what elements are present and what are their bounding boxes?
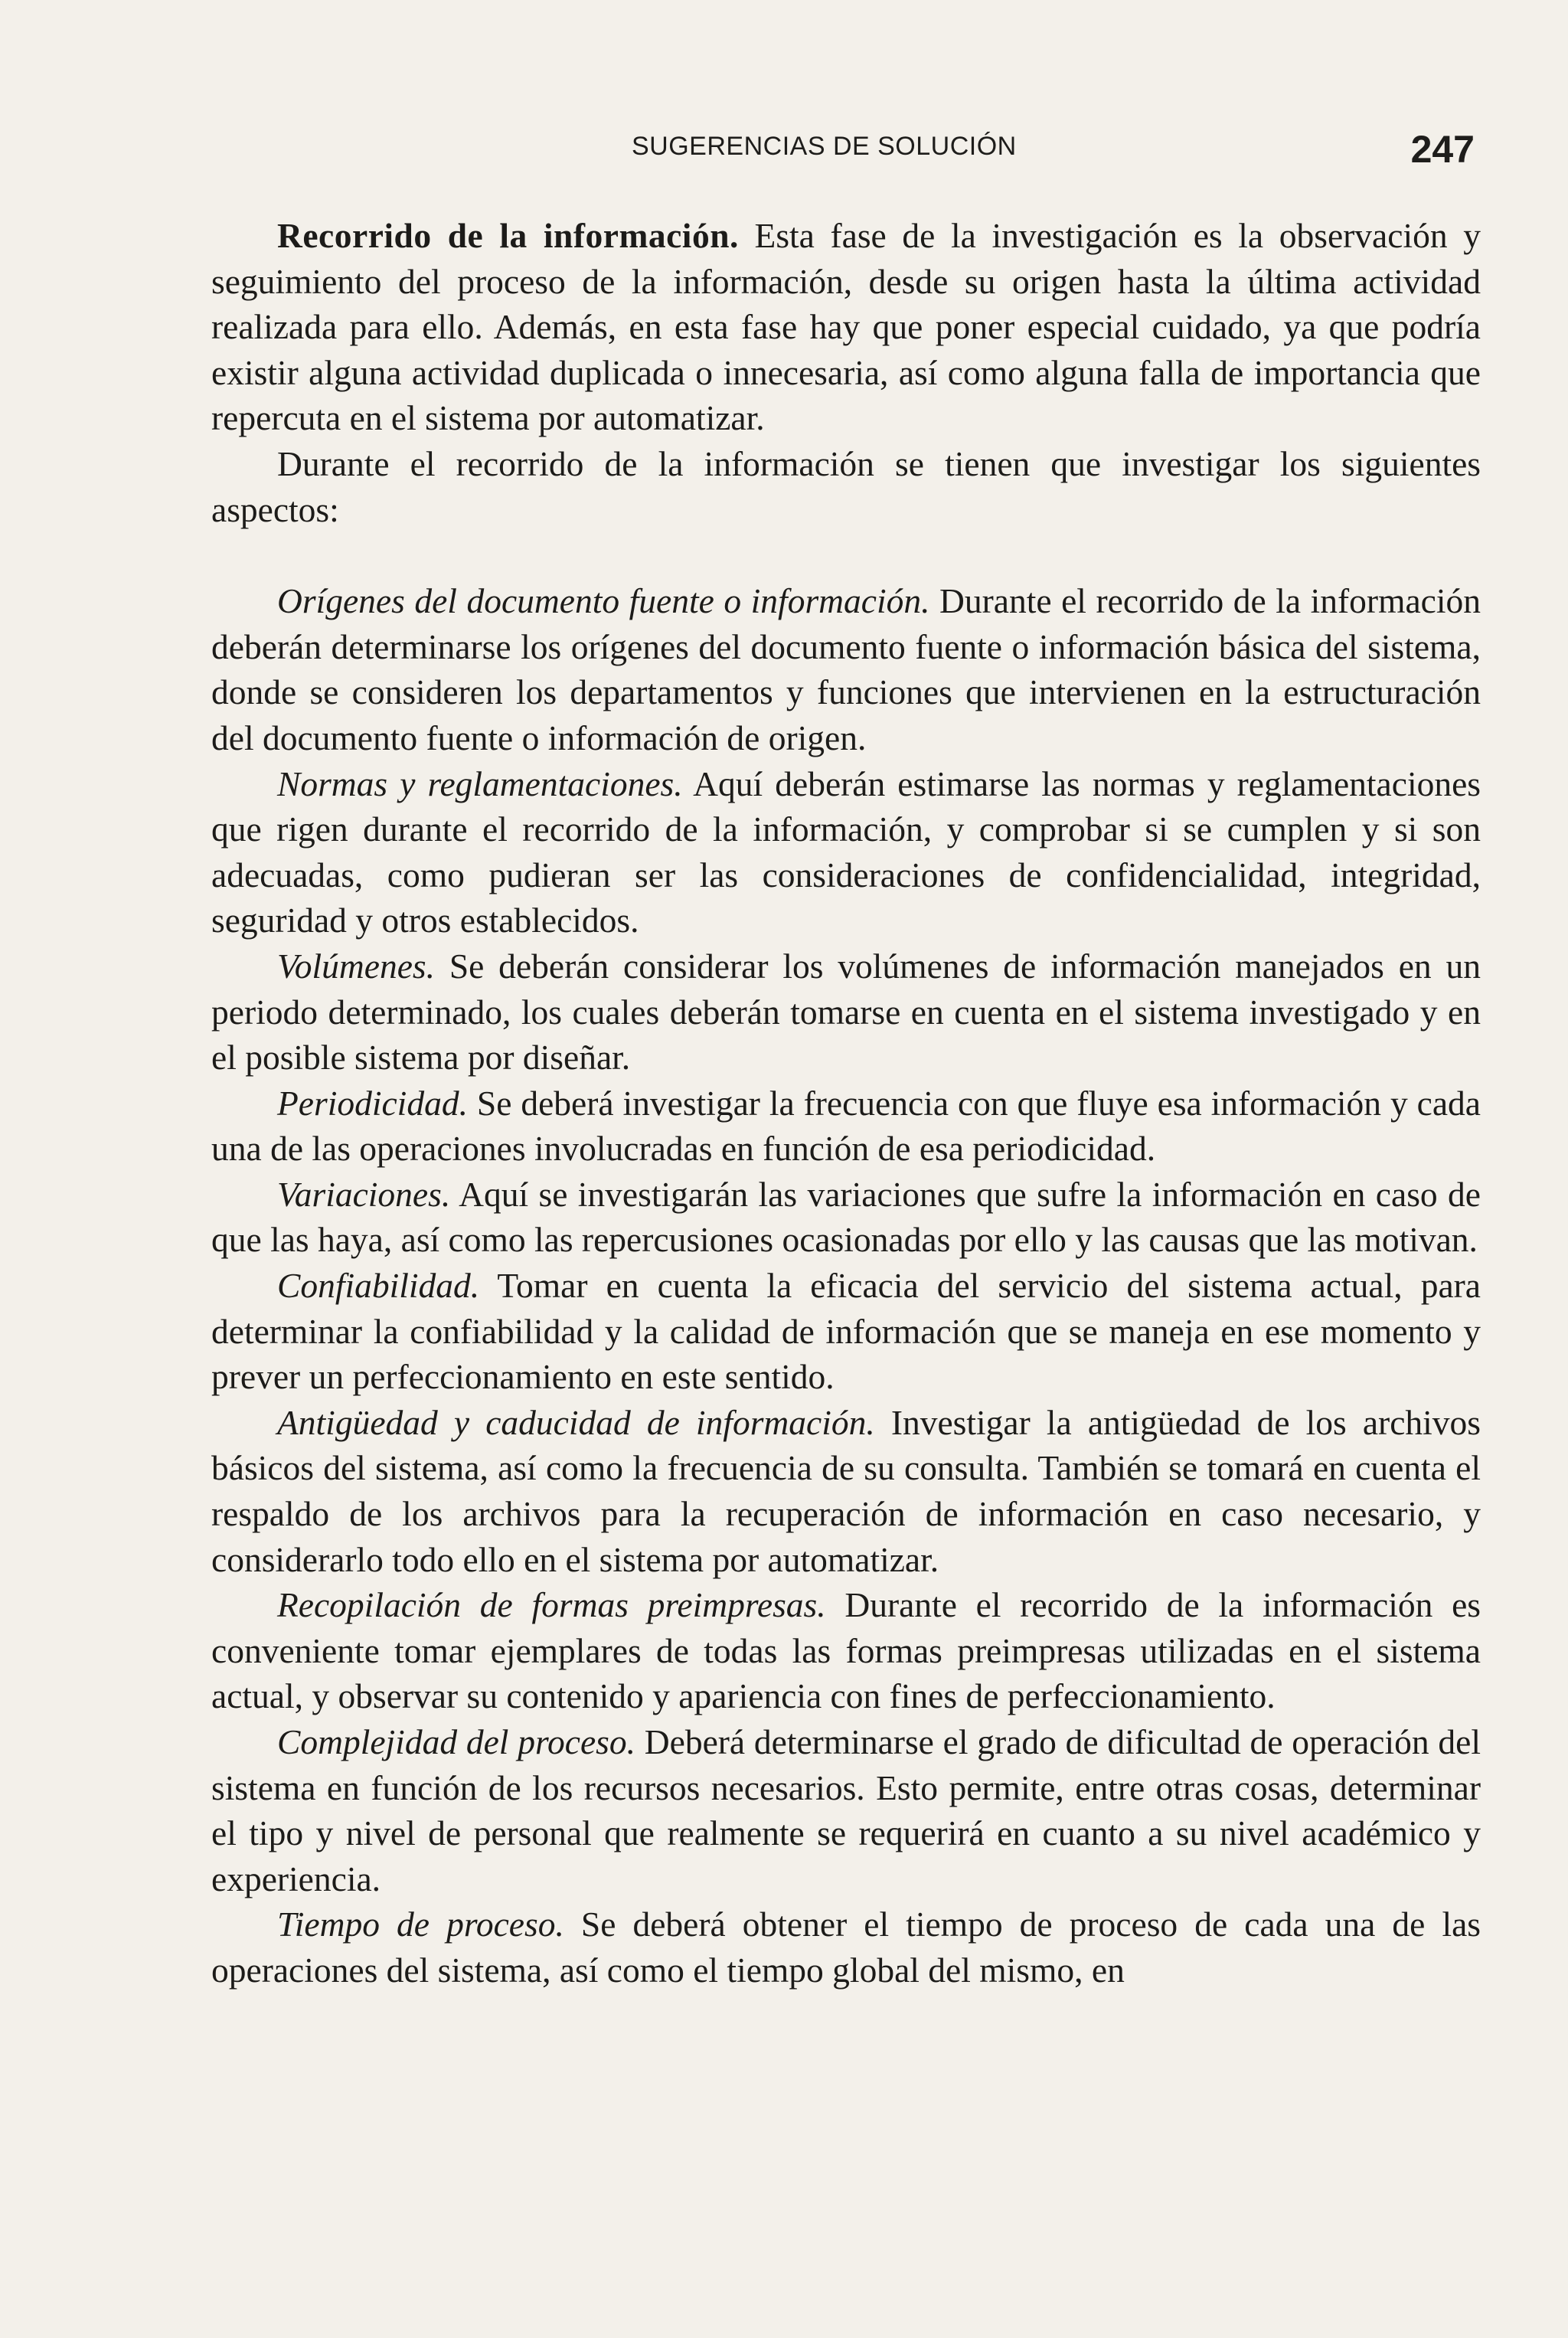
paragraph-text: Tomar en cuenta la eficacia del servicio del sistema actual, para determinar la confiabilidad y la calidad de información que se maneja en ese momento y prever un perfeccionamiento en este sentido. [211,1266,1481,1397]
paragraph-confiabilidad [211,1263,1481,1400]
paragraph-text: Durante el recorrido de la información es conveniente tomar ejemplares de todas las formas preimpresas utilizadas en el sistema actual, y observar su contenido y apariencia con fines de perfeccionamiento. [211,1585,1481,1716]
paragraph-heading: Volúmenes. [277,946,435,986]
paragraph-complejidad [211,1719,1481,1901]
body-text [211,213,1481,1993]
paragraph-recopilacion [211,1582,1481,1719]
paragraph-text: Se deberá obtener el tiempo de proceso de cada una de las operaciones del sistema, así como el tiempo global del mismo, en [211,1905,1481,1990]
paragraph-aspectos [211,441,1481,532]
paragraph-heading: Recopilación de formas preimpresas. [277,1585,826,1625]
paragraph-origenes [211,578,1481,760]
paragraph-tiempo [211,1901,1481,1993]
paragraph-heading: Periodicidad. [277,1083,468,1123]
paragraph-text: Durante el recorrido de la información se tienen que investigar los siguientes aspectos: [211,443,1481,529]
paragraph-text: Durante el recorrido de la información deberán determinarse los orígenes del documento fuente o información básica del sistema, donde se consideren los departamentos y funciones que intervienen en la estructuración del documento fuente o información de origen. [211,581,1481,757]
paragraph-heading: Antigüedad y caducidad de información. [277,1402,875,1442]
paragraph-heading: Confiabilidad. [277,1266,480,1306]
running-head: SUGERENCIAS DE SOLUCIÓN [632,132,1017,161]
paragraph-spacer [211,532,1481,578]
paragraph-text: Esta fase de la investigación es la observación y seguimiento del proceso de la información, desde su origen hasta la última actividad realizada para ello. Además, en esta fase hay que poner especial cuidado, ya que podría existir alguna actividad duplicada o innecesaria, así como alguna falla de importancia que repercuta en el sistema por automatizar. [211,216,1481,438]
paragraph-antiguedad [211,1400,1481,1582]
page-number: 247 [1410,128,1475,171]
paragraph-text: Se deberá investigar la frecuencia con que fluye esa información y cada una de las operaciones involucradas en función de esa periodicidad. [211,1083,1481,1169]
paragraph-heading: Normas y reglamentaciones. [277,764,683,803]
paragraph-variaciones [211,1172,1481,1263]
paragraph-heading: Variaciones. [277,1174,451,1214]
paragraph-normas [211,761,1481,943]
paragraph-text: Investigar la antigüedad de los archivos básicos del sistema, así como la frecuencia de su consulta. También se tomará en cuenta el respaldo de los archivos para la recuperación de información en caso necesario, y considerarlo todo ello en el sistema por automatizar. [211,1402,1481,1579]
paragraph-volumenes [211,943,1481,1081]
paragraph-heading: Tiempo de proceso. [277,1905,564,1944]
paragraph-heading: Orígenes del documento fuente o información. [277,581,930,621]
paragraph-text: Deberá determinarse el grado de dificultad de operación del sistema en función de los recursos necesarios. Esto permite, entre otras cosas, determinar el tipo y nivel de personal que realmente se requerirá en cuanto a su nivel académico y experiencia. [211,1722,1481,1898]
paragraph-periodicidad [211,1081,1481,1172]
paragraph-heading: Recorrido de la información. [277,216,739,255]
paragraph-recorrido [211,213,1481,441]
paragraph-text: Aquí se investigarán las variaciones que sufre la información en caso de que las haya, así como las repercusiones ocasionadas por ello y las causas que las motivan. [211,1174,1481,1260]
paragraph-heading: Complejidad del proceso. [277,1722,635,1761]
paragraph-text: Se deberán considerar los volúmenes de información manejados en un periodo determinado, los cuales deberán tomarse en cuenta en el sistema investigado y en el posible sistema por diseñar. [211,946,1481,1077]
paragraph-text: Aquí deberán estimarse las normas y reglamentaciones que rigen durante el recorrido de la información, y comprobar si se cumplen y si son adecuadas, como pudieran ser las consideraciones de confidencialidad, integridad, seguridad y otros establecidos. [211,764,1481,940]
